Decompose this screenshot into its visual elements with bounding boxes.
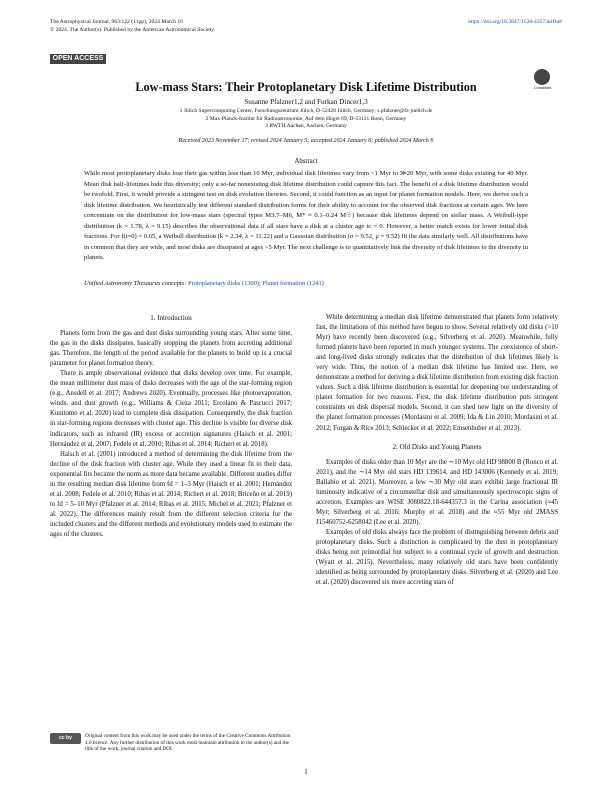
- open-access-badge: OPEN ACCESS: [50, 54, 106, 64]
- publication-dates: Received 2023 November 17; revised 2024 January 5; accepted 2024 January 6; published 2024 March 6: [178, 138, 434, 144]
- paragraph: Haisch et al. (2001) introduced a method of determining the disk lifetime from the decline of the disk fraction with cluster age. While they used a linear fit to their data, exponential fits became the norm as more data became available. Different studies differ in the resulting median disk lifetime from fd = 1–3 Myr (Haisch et al. 2001; Hernández et al. 2008; Fedele et al. 2010; Ribas et al. 2014; Richert et al. 2018; Briceño et al. 2019) to fd = 5–10 Myr (Pfalzner et al. 2014; Ribas et al. 2015; Michel et al. 2021; Pfalzner et al. 2022). The differences mainly result from the different selection criteria for the included clusters and the different methods and evolutionary models used to estimate the ages of the clusters.: [50, 450, 292, 538]
- paragraph: Examples of disks older than 10 Myr are the ∼10 Myr old HD 98800 B (Ronco et al. 2021), and the ∼14 Myr old stars HD 139614, and HD 143006 (Kennedy et al. 2019; Ballabio et al. 2021). Moreover, a few ∼30 Myr old stars exhibit large fractional IR luminosity indicative of a circumstellar disk and simultaneously spectroscopic signs of accretion. Examples are WISE J080822.18-644357.3 in the Carina association (≈45 Myr; Silverberg et al. 2016; Murphy et al. 2018) and the ≈55 Myr old 2MASS J15460752-6258042 (Lee et al. 2020).: [316, 458, 558, 526]
- affiliations: [0, 108, 612, 131]
- uat-concepts: [84, 280, 528, 287]
- affiliation-3: 3 RWTH Aachen, Aachen, Germany: [265, 123, 347, 130]
- concepts-label: Unified Astronomy Thesaurus concepts:: [84, 280, 187, 287]
- abstract-text: While most protoplanetary disks lose their gas within less than 10 Myr, individual disk lifetimes vary from <1 Myr to ≫20 Myr, with some disks existing for 40 Myr. Mean disk half-lifetimes hide this diversity; only a so-far nonexisting disk lifetime distribution could capture this fact. The benefit of a disk lifetime distribution would be twofold. First, it would provide a stringent test on disk evolution theories. Second, it could function as an input for planet formation models. Here, we derive such a disk lifetime distribution. We heuristically test different standard distribution forms for their ability to account for the observed disk fractions at certain ages. We here concentrate on the distribution for low-mass stars (spectral types M3.7–M6, M* ≈ 0.1–0.24 M☉) because disk lifetimes depend on stellar mass. A Weibull-type distribution (k = 1.78, λ = 9.15) describes the observational data if all stars have a disk at a cluster age tc = 0. However, a better match exists for lower initial disk fractions. For f(t=0) = 0.65, a Weibull distribution (k = 2.34, λ = 11.22) and a Gaussian distribution (σ = 9.52, μ = 9.52) fit the data similarly well. All distributions have in common that they are wide, and most disks are dissipated at ages >5 Myr. The next challenge is to quantitatively link the diversity of disk lifetimes to the diversity in planets.: [84, 170, 528, 262]
- journal-citation: The Astrophysical Journal, 963:122 (11pp), 2024 March 10: [50, 19, 183, 25]
- affiliation-2: 2 Max-Planck-Institut für Radioastronomie, Auf dem Hügel 69, D-53121 Bonn, Germany: [205, 115, 407, 122]
- section-heading-introduction: 1. Introduction: [150, 314, 192, 322]
- copyright-line: © 2024. The Author(s). Published by the American Astronomical Society.: [50, 27, 216, 33]
- concepts-links[interactable]: Protoplanetary disks (1300); Planet formation (1241): [188, 280, 324, 287]
- paper-title: Low-mass Stars: Their Protoplanetary Disk Lifetime Distribution: [135, 80, 477, 94]
- license-text: Original content from this work may be used under the terms of the Creative Commons Attribution 4.0 licence. Any further distribution of this work must maintain attribution to the author(s) and the title of the work, journal citation and DOI.: [85, 733, 291, 753]
- crossmark-label: CrossMark: [534, 86, 552, 90]
- affiliation-1: 1 Jülich Supercomputing Center, Forschungszentrum Jülich, D-52428 Jülich, Germany; s.pfalzner@fz-juelich.de: [179, 108, 433, 114]
- abstract-heading: Abstract: [294, 158, 318, 165]
- page-number: 1: [304, 768, 308, 776]
- paragraph: Examples of old disks always face the problem of distinguishing between debris and protoplanetary disks. Such a distinction is complicated by the dust in protoplanetary disks being not primordial but subject to a continual cycle of growth and destruction (Wyatt et al. 2015). Nevertheless, many relatively old stars have been confidently identified as being surrounded by protoplanetary disks. Silverberg et al. (2020) and Lee et al. (2020) discovered six more accreting stars of: [316, 528, 558, 587]
- paragraph: There is ample observational evidence that disks develop over time. For example, the mean millimeter dust mass of disks decreases with the age of the star-forming region (e.g., Ansdell et al. 2017; Andrews 2020). Eventually, processes like photoevaporation, winds, and dust growth (e.g., Williams & Cieza 2011; Ercolano & Pascucci 2017; Kunitomo et al. 2020) lead to complete disk dissipation. Consequently, the disk fraction in star-forming regions decreases with cluster age. This decline is visible for diverse disk indicators, such as infrared (IR) excess or accretion signatures (Haisch et al. 2001; Hernández et al. 2007; Fedele et al. 2010; Ribas et al. 2014; Richert et al. 2018).: [50, 370, 292, 448]
- author-names: Susanne Pfalzner1,2 and Furkan Dincer1,3: [244, 98, 368, 106]
- license-notice: [50, 733, 292, 753]
- paragraph: While determining a median disk lifetime demonstrated that planets form relatively fast, the limitations of this method have begun to show. Several relatively old disks (>10 Myr) have recently been discovered (e.g., Silverberg et al. 2020). Meanwhile, fully formed planets have been reported in much younger systems. The coexistence of short- and long-lived disks strongly indicates that the distribution of disk lifetimes likely is very wide. Thus, the notion of a median disk lifetime has limited use. Here, we demonstrate a method for deriving a disk lifetime distribution from existing disk fraction values. Such a disk lifetime distribution is essential for deepening our understanding of planet formation for two reasons. First, the disk lifetime distribution puts stringent constraints on disk dispersal models. Second, it can shed new light on the diversity of the planet formation processes (Mordasini et al. 2009; Ida & Lin 2010; Mordasini et al. 2012; Forgan & Rice 2013; Schlecker et al. 2022; Emsenhuber et al. 2023).: [316, 314, 558, 432]
- cc-by-icon[interactable]: cc by: [50, 733, 81, 744]
- left-column: [50, 313, 292, 540]
- right-column: [316, 313, 558, 588]
- section-heading-old-disks: 2. Old Disks and Young Planets: [392, 442, 482, 451]
- running-header: [50, 18, 562, 34]
- author-list: [0, 98, 612, 106]
- paragraph: Planets form from the gas and dust disks surrounding young stars. After some time, the gas in the disks dissipates, basically stopping the planets from accreting additional gas. Therefore, the length of the period available for the planets to build up is a crucial parameter for planet formation theory.: [50, 330, 292, 368]
- doi-link[interactable]: https://doi.org/10.3847/1538-4357/ad1bef: [468, 19, 562, 25]
